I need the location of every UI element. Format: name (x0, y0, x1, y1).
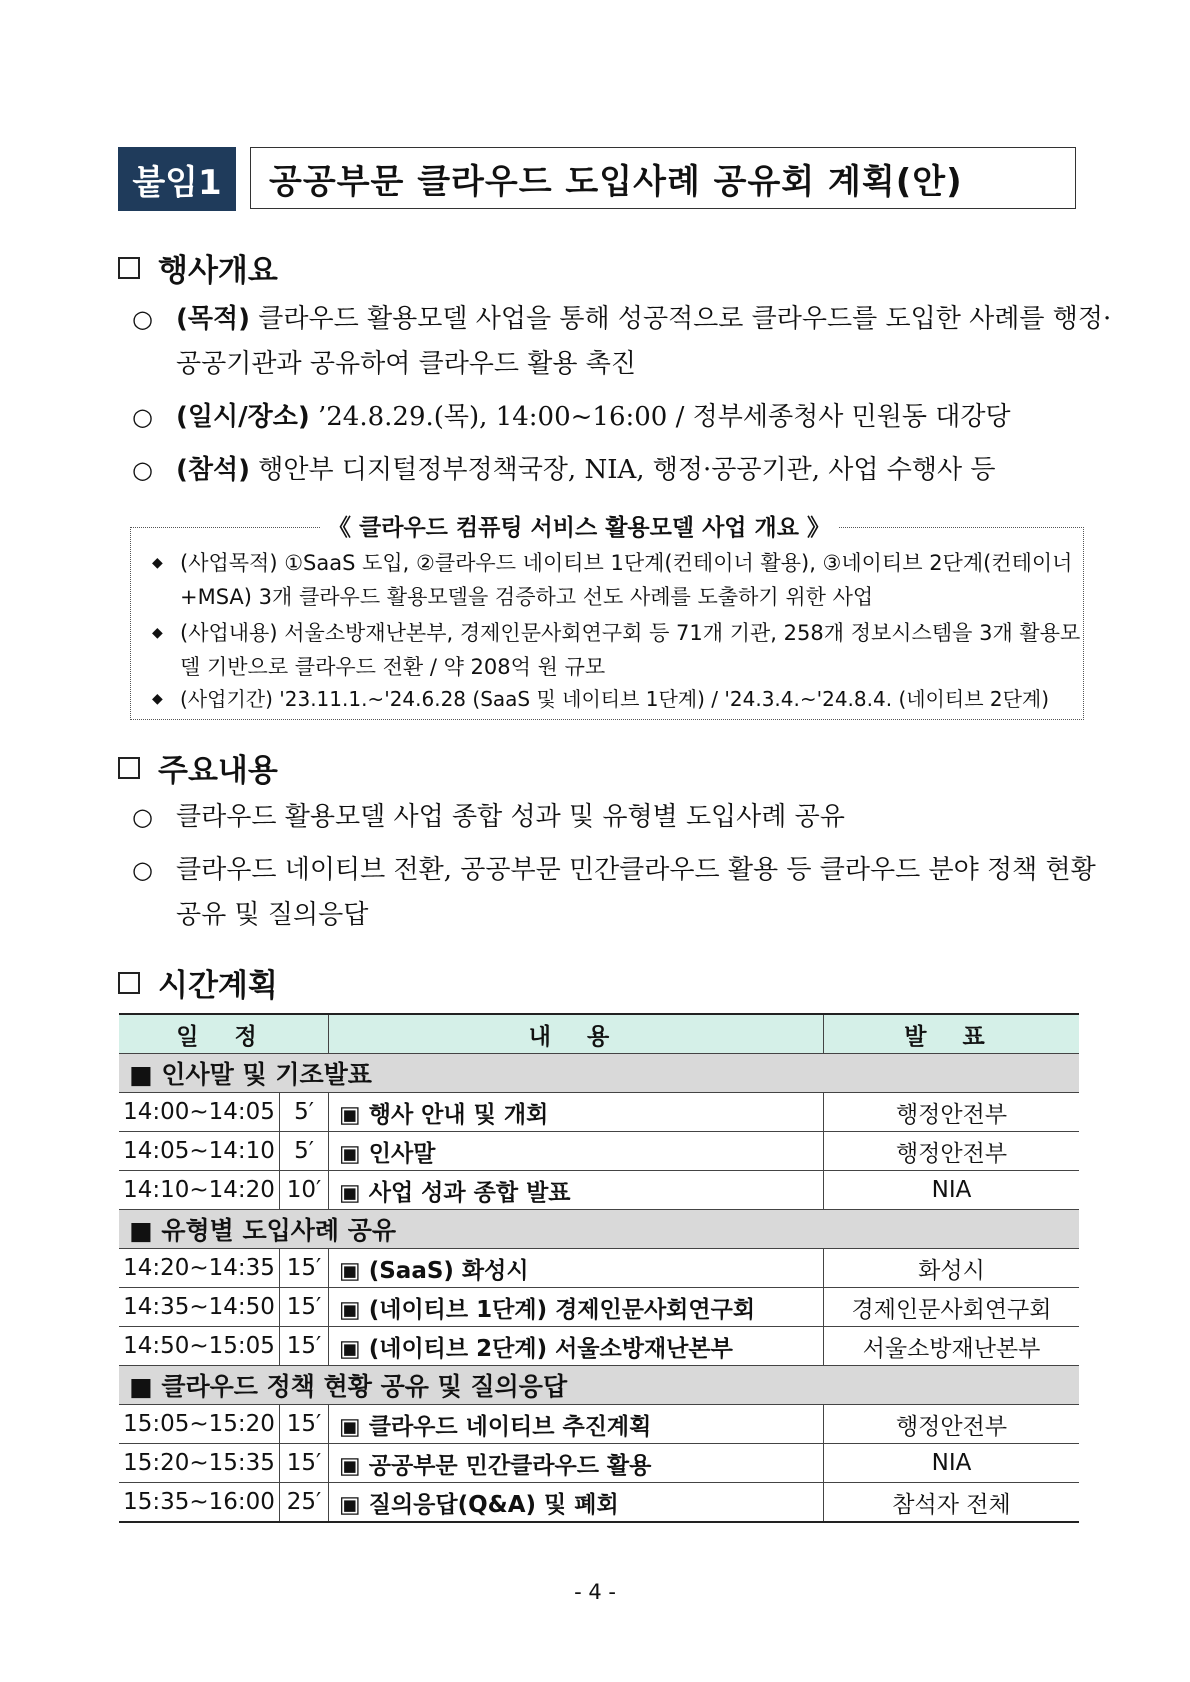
section-title: 시간계획 (158, 968, 278, 1004)
circle-bullet-icon: ○ (132, 803, 153, 831)
bullet-key: (목적) (176, 304, 250, 334)
circle-bullet-icon: ○ (132, 403, 153, 431)
circle-bullet-icon: ○ (132, 305, 153, 333)
diamond-bullet-icon: ◆ (152, 691, 163, 707)
table-group-row: ■ 클라우드 정책 현황 공유 및 질의응답 (119, 1366, 1079, 1405)
square-bullet-icon: ▣ (339, 1101, 361, 1128)
header-schedule: 일 정 (119, 1014, 329, 1054)
table-row: 14:35~14:50 15′ ▣ (네이티브 1단계) 경제인문사회연구회 경제인문사회연구회 (119, 1288, 1079, 1327)
header-presenter: 발 표 (824, 1014, 1080, 1054)
table-row: 14:20~14:35 15′ ▣ (SaaS) 화성시 화성시 (119, 1249, 1079, 1288)
section-overview (118, 245, 278, 290)
square-bullet-icon: ▣ (339, 1179, 361, 1206)
bullet-key: (일시/장소) (176, 402, 310, 432)
bullet-key: (참석) (176, 455, 250, 485)
bullet-text: 클라우드 활용모델 사업을 통해 성공적으로 클라우드를 도입한 사례를 행정·공공기관과 공유하여 클라우드 활용 촉진 (176, 304, 1112, 379)
square-bullet-icon: ▣ (339, 1257, 361, 1284)
table-row: 15:20~15:35 15′ ▣ 공공부문 민간클라우드 활용 NIA (119, 1444, 1079, 1483)
table-row: 14:00~14:05 5′ ▣ 행사 안내 및 개회 행정안전부 (119, 1093, 1079, 1132)
diamond-bullet-icon: ◆ (152, 625, 163, 641)
table-group-row: ■ 유형별 도입사례 공유 (119, 1210, 1079, 1249)
circle-bullet-icon: ○ (132, 456, 153, 484)
bullet-text: ’24.8.29.(목), 14:00~16:00 / 정부세종청사 민원동 대강당 (309, 402, 1011, 432)
section-title: 행사개요 (158, 253, 278, 289)
table-row: 14:10~14:20 10′ ▣ 사업 성과 종합 발표 NIA (119, 1171, 1079, 1210)
table-row: 14:05~14:10 5′ ▣ 인사말 행정안전부 (119, 1132, 1079, 1171)
diamond-bullet-icon: ◆ (152, 555, 163, 571)
bullet-text: 행안부 디지털정부정책국장, NIA, 행정·공공기관, 사업 수행사 등 (250, 455, 996, 485)
square-bullet-icon: ▣ (339, 1335, 361, 1362)
table-group-row: ■ 인사말 및 기조발표 (119, 1054, 1079, 1093)
schedule-table (119, 1013, 1079, 1523)
checkbox-square-icon (118, 757, 140, 779)
square-bullet-icon: ▣ (339, 1413, 361, 1440)
bullet-purpose (132, 297, 1112, 387)
table-row: 15:35~16:00 25′ ▣ 질의응답(Q&A) 및 폐회 참석자 전체 (119, 1483, 1079, 1523)
square-bullet-icon: ▣ (339, 1296, 361, 1323)
table-row: 14:50~15:05 15′ ▣ (네이티브 2단계) 서울소방재난본부 서울소방재난본부 (119, 1327, 1079, 1366)
circle-bullet-icon: ○ (132, 856, 153, 884)
info-box-title: 《 클라우드 컴퓨팅 서비스 활용모델 사업 개요 》 (320, 509, 838, 542)
header-content: 내 용 (329, 1014, 824, 1054)
attachment-badge: 붙임1 (118, 147, 236, 211)
table-row: 15:05~15:20 15′ ▣ 클라우드 네이티브 추진계획 행정안전부 (119, 1405, 1079, 1444)
section-title: 주요내용 (158, 753, 278, 789)
table-header-row (119, 1014, 1079, 1054)
square-bullet-icon: ▣ (339, 1452, 361, 1479)
document-page: 붙임1 공공부문 클라우드 도입사례 공유회 계획(안) 행사개요 ○ (목적) 클라우드 활용모델 사업을 통해 성공적으로 클라우드를 도입한 사례를 행정·공공기관과 공유하여 클라우드 활용 촉진 ○ (일시/장소) ’24.8.29.(목), 14:00~16:00 / 정부세종청사 민원동 대강당 ○ (참석) 행안부 디지털정부정책국장, NIA, 행정·공공기관, 사업 수행사 등 《 클라우드 컴퓨팅 서비스 활용모델 사업 개요 》 ◆ (사업목적) ①SaaS 도입, ②클라우드 네이티브 1단계(컨테이너 활용), ③네이티브 2단계(컨테이너+MSA) 3개 클라우드 활용모델을 검증하고 선도 사례를 도출하기 위한 사업 ◆ (사업내용) 서울소방재난본부, 경제인문사회연구회 등 71개 기관, 258개 정보시스템을 3개 활용모델 기반으로 클라우드 전환 / 약 208억 원 규모 ◆ (사업기간) '23.11.1.~'24.6.28 (SaaS 및 네이티브 1단계) / '24.3.4.~'24.8.4. (네이티브 2단계) 주요내용 ○ 클라우드 활용모델 사업 종합 성과 및 유형별 도입사례 공유 ○ 클라우드 네이티브 전환, 공공부문 민간클라우드 활용 등 클라우드 분야 정책 현황 공유 및 질의응답 시간계획 일 정 내 용 발 표 ■ 인사말 및 기조발표 14:00~14:05 5′ ▣ 행사 안내 및 개회 행정안전부 14:05~14:10 5′ ▣ 인사말 행정안전부 14:10~14:20 10′ ▣ 사업 성과 종합 발표 NIA ■ 유형별 도입사례 공유 14:20~14:35 15′ ▣ (SaaS) 화성시 화성시 14:35~14:50 15′ ▣ (네이티브 1단계) 경제인문사회연구회 경제인문사회연구회 14:50~15:05 15′ ▣ (네이티브 2단계) 서울소방재난본부 서울소방재난본부 ■ 클라우드 정책 현황 공유 및 질의응답 15:05~15:20 15′ ▣ 클라우드 네이티브 추진계획 행정안전부 15:20~15:35 15′ ▣ 공공부문 민간클라우드 활용 NIA 15:35~16:00 25′ ▣ 질의응답(Q&A) 및 폐회 참석자 전체 - 4 - (0, 0, 1190, 1682)
section-schedule (118, 960, 278, 1005)
square-bullet-icon: ▣ (339, 1491, 361, 1518)
document-title: 공공부문 클라우드 도입사례 공유회 계획(안) (250, 147, 1076, 209)
checkbox-square-icon (118, 972, 140, 994)
checkbox-square-icon (118, 257, 140, 279)
square-bullet-icon: ▣ (339, 1140, 361, 1167)
title-row (118, 147, 1078, 211)
section-main-content (118, 745, 278, 790)
page-number: - 4 - (574, 1580, 616, 1604)
